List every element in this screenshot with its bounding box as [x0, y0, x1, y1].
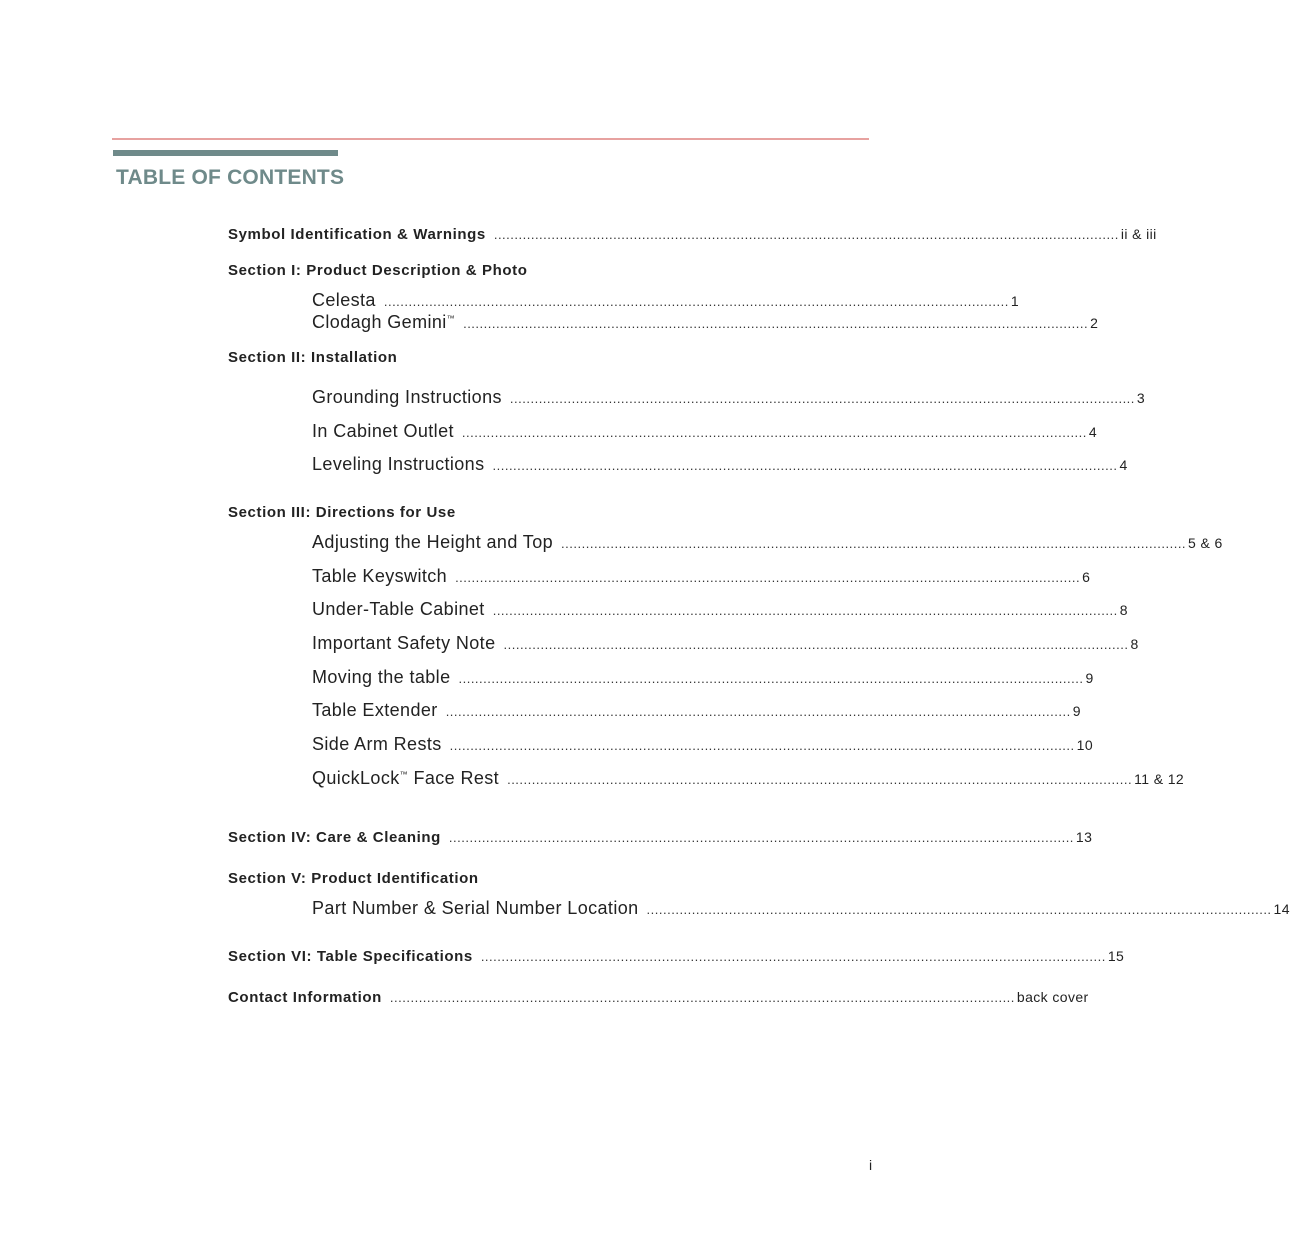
toc-entry-label: Grounding Instructions — [312, 387, 502, 407]
toc-entry-label: Adjusting the Height and Top — [312, 532, 554, 552]
page-number: i — [869, 1157, 873, 1173]
toc-section-heading[interactable] — [228, 349, 818, 366]
toc-entry[interactable] — [312, 898, 1290, 919]
dot-leader: ........................................................................................................................................................ — [493, 227, 1119, 242]
toc-entry[interactable] — [228, 989, 1089, 1006]
toc-entry-label: Section VI: Table Specifications — [228, 948, 473, 965]
dot-leader: ........................................................................................................................................................ — [480, 949, 1106, 964]
toc-entry[interactable] — [312, 768, 1185, 789]
dot-leader: ........................................................................................................................................................ — [492, 458, 1118, 473]
toc-entry-label: Section V: Product Identification — [228, 870, 479, 887]
toc-entry-label: Table Keyswitch — [312, 566, 448, 586]
dot-leader: ........................................................................................................................................................ — [449, 738, 1075, 753]
toc-entry-label: Under-Table Cabinet — [312, 599, 485, 619]
trademark-symbol: ™ — [446, 314, 456, 323]
toc-entry[interactable] — [312, 566, 1091, 587]
toc-entry[interactable] — [312, 700, 1081, 721]
toc-entry[interactable] — [312, 667, 1094, 688]
dot-leader: ........................................................................................................................................................ — [503, 637, 1129, 652]
toc-entry-page: 8 — [1130, 636, 1139, 652]
trademark-symbol: ™ — [399, 770, 409, 779]
toc-entry[interactable] — [312, 599, 1128, 620]
toc-entry-page: 4 — [1088, 424, 1098, 440]
page-title: TABLE OF CONTENTS — [116, 166, 345, 189]
toc-entry[interactable] — [312, 290, 1020, 311]
toc-entry-label: Important Safety Note — [312, 633, 496, 653]
toc-entry-page: 2 — [1090, 315, 1099, 331]
toc-entry-page: 9 — [1072, 703, 1081, 719]
toc-entry-page: ii & iii — [1120, 226, 1157, 242]
dot-leader: ........................................................................................................................................................ — [455, 570, 1081, 585]
toc-entry[interactable] — [312, 633, 1139, 654]
toc-entry-page: 9 — [1085, 670, 1094, 686]
toc-entry-page: 5 & 6 — [1188, 535, 1223, 551]
toc-entry[interactable] — [312, 312, 1099, 333]
toc-entry-label: QuickLock™ Face Rest — [312, 768, 500, 788]
toc-entry[interactable] — [312, 387, 1146, 408]
toc-entry[interactable] — [228, 829, 1093, 846]
toc-entry-label: Part Number & Serial Number Location — [312, 898, 639, 918]
top-rule — [112, 138, 869, 140]
dot-leader: ........................................................................................................................................................ — [458, 671, 1084, 686]
dot-leader: ........................................................................................................................................................ — [492, 603, 1118, 618]
toc-entry-label: Moving the table — [312, 667, 451, 687]
toc-entry-page: 11 & 12 — [1134, 771, 1185, 787]
toc-section-heading[interactable] — [228, 262, 818, 279]
toc-entry-page: back cover — [1016, 989, 1089, 1005]
dot-leader: ........................................................................................................................................................ — [445, 704, 1071, 719]
toc-entry[interactable] — [312, 734, 1094, 755]
dot-leader: ........................................................................................................................................................ — [507, 772, 1133, 787]
toc-section-heading[interactable] — [228, 504, 818, 521]
toc-entry[interactable] — [312, 532, 1223, 553]
toc-entry-page: 1 — [1010, 293, 1020, 309]
toc-entry[interactable] — [312, 421, 1098, 442]
accent-bar — [113, 150, 338, 156]
dot-leader: ........................................................................................................................................................ — [389, 990, 1015, 1005]
toc-entry-label: Section IV: Care & Cleaning — [228, 829, 441, 846]
dot-leader: ........................................................................................................................................................ — [383, 294, 1009, 309]
toc-entry-page: 6 — [1082, 569, 1091, 585]
toc-entry-page: 13 — [1075, 829, 1093, 845]
dot-leader: ........................................................................................................................................................ — [461, 425, 1087, 440]
toc-entry-label: In Cabinet Outlet — [312, 421, 454, 441]
toc-entry-label: Symbol Identification & Warnings — [228, 226, 486, 243]
toc-entry-label: Table Extender — [312, 700, 438, 720]
toc-entry-label: Contact Information — [228, 989, 382, 1006]
toc-entry-page: 15 — [1107, 948, 1125, 964]
toc-entry[interactable] — [228, 948, 1125, 965]
toc-entry-label: Section III: Directions for Use — [228, 504, 456, 521]
toc-entry-label: Leveling Instructions — [312, 454, 485, 474]
toc-entry-label: Section I: Product Description & Photo — [228, 262, 528, 279]
dot-leader: ........................................................................................................................................................ — [448, 830, 1074, 845]
dot-leader: ........................................................................................................................................................ — [509, 391, 1135, 406]
toc-entry[interactable] — [228, 226, 1157, 243]
toc-entry[interactable] — [312, 454, 1128, 475]
dot-leader: ........................................................................................................................................................ — [561, 536, 1187, 551]
toc-entry-label: Section II: Installation — [228, 349, 398, 366]
toc-entry-label: Celesta — [312, 290, 376, 310]
toc-entry-page: 3 — [1136, 390, 1146, 406]
toc-entry-label: Clodagh Gemini™ — [312, 312, 456, 332]
dot-leader: ........................................................................................................................................................ — [646, 902, 1272, 917]
toc-entry-page: 10 — [1076, 737, 1094, 753]
dot-leader: ........................................................................................................................................................ — [463, 316, 1089, 331]
toc-entry-label: Side Arm Rests — [312, 734, 442, 754]
toc-section-heading[interactable] — [228, 870, 818, 887]
toc-entry-page: 14 — [1273, 901, 1290, 917]
toc-entry-page: 4 — [1119, 457, 1128, 473]
toc-entry-page: 8 — [1119, 602, 1128, 618]
